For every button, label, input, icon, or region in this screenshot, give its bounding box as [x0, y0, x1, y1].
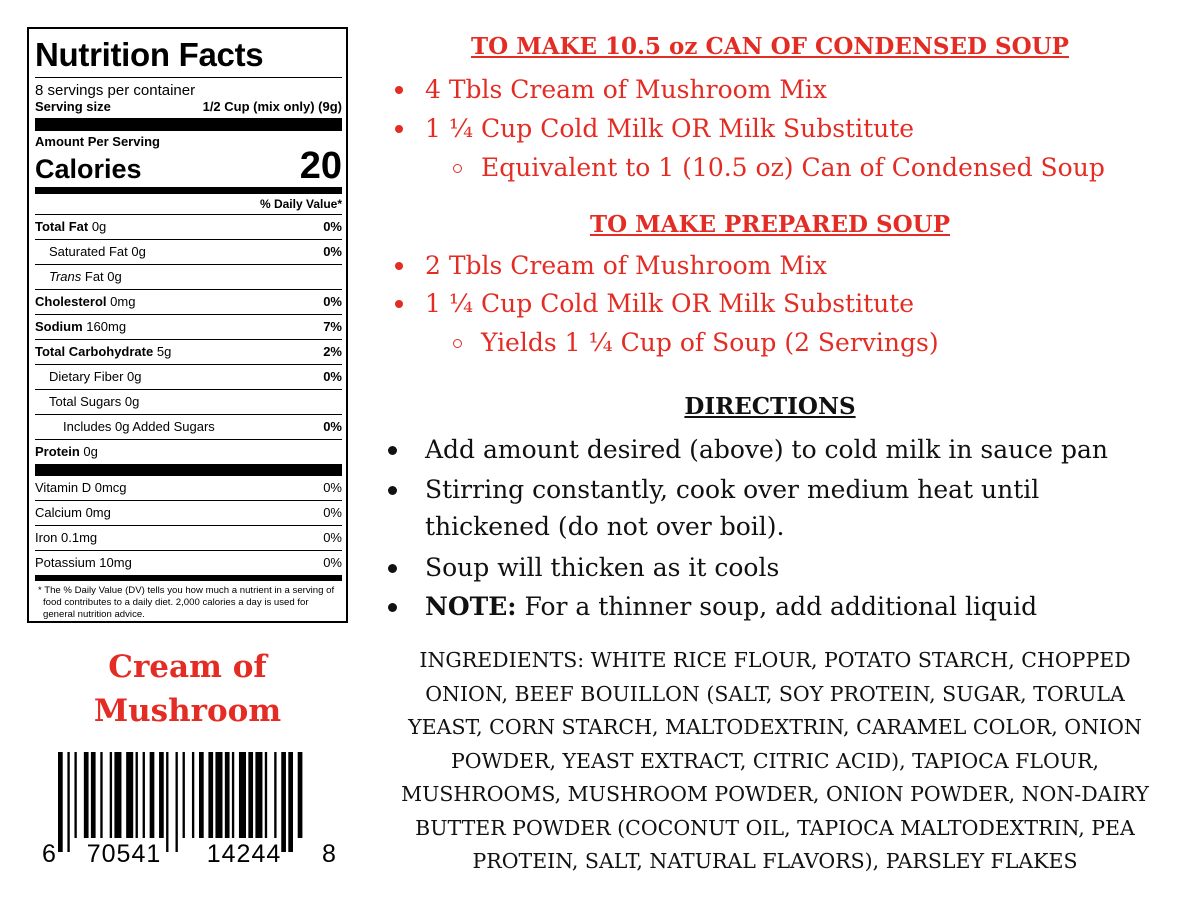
vitamin-dv: 0% — [323, 530, 342, 545]
nutrient-row — [35, 340, 342, 365]
barcode-bar — [208, 752, 213, 838]
vitamin-dv: 0% — [323, 505, 342, 520]
bullet-icon — [388, 486, 397, 495]
directions-heading: DIRECTIONS — [684, 393, 856, 420]
directions-item-2-line2: thickened (do not over boil). — [425, 512, 785, 541]
condensed-item-2: 1 ¼ Cup Cold Milk OR Milk Substitute — [425, 114, 915, 143]
nutrient-amount: 0mg — [110, 294, 136, 309]
nutrient-row — [35, 290, 342, 315]
nutrient-row — [35, 390, 342, 415]
ingredients-line: YEAST, CORN STARCH, MALTODEXTRIN, CARAMEL COLOR, ONION — [408, 715, 1142, 739]
directions-item-4 — [425, 591, 1037, 623]
sub-bullet-icon — [453, 339, 462, 348]
nutrient-amount: 160mg — [86, 319, 127, 334]
nutrient-name: Fat 0g — [84, 269, 122, 284]
nutrient-name: Includes 0g Added Sugars — [63, 419, 215, 434]
vitamin-dv: 0% — [323, 555, 342, 570]
nutrient-row — [35, 415, 342, 440]
nutrient-row — [35, 265, 342, 290]
nutrition-facts-panel — [27, 27, 348, 623]
note-text: For a thinner soup, add additional liquid — [516, 592, 1038, 621]
barcode-bar — [166, 752, 168, 852]
calories-row — [35, 145, 342, 187]
barcode-bar — [248, 752, 253, 838]
barcode-bar — [126, 752, 133, 838]
nutrient-dv: 0% — [323, 294, 342, 309]
bullet-icon — [395, 262, 403, 270]
nutrient-name: Dietary Fiber 0g — [49, 369, 142, 384]
vitamin-row — [35, 476, 342, 501]
bullet-icon — [395, 300, 403, 308]
sub-bullet-icon — [453, 164, 462, 173]
serving-size — [35, 99, 342, 114]
ingredients-line: ONION, BEEF BOUILLON (SALT, SOY PROTEIN, SUGAR, TORULA — [425, 681, 1125, 706]
serving-size-value: 1/2 Cup (mix only) (9g) — [202, 99, 342, 114]
nutrient-amount: 5g — [156, 344, 172, 359]
prepared-item-1: 2 Tbls Cream of Mushroom Mix — [425, 251, 828, 280]
barcode-bar — [281, 752, 286, 852]
bullet-icon — [388, 446, 397, 455]
barcode-digit-first: 6 — [42, 840, 56, 867]
nutrient-dv: 0% — [323, 419, 342, 434]
note-label: NOTE: — [425, 592, 517, 621]
barcode-bar — [100, 752, 102, 838]
barcode-bar — [298, 752, 303, 838]
nutrient-row — [35, 240, 342, 265]
nutrient-name: Saturated Fat 0g — [49, 244, 146, 259]
barcode-bar — [232, 752, 234, 838]
nutrient-row — [35, 440, 342, 464]
barcode-bar — [74, 752, 76, 838]
barcode-bar — [84, 752, 89, 838]
ingredients-line: INGREDIENTS: WHITE RICE FLOUR, POTATO STARCH, CHOPPED — [419, 648, 1131, 672]
condensed-sub-item: Equivalent to 1 (10.5 oz) Can of Condensed Soup — [481, 153, 1105, 182]
barcode-bar — [225, 752, 230, 838]
vitamin-row — [35, 501, 342, 526]
nutrient-amount: 0g — [83, 444, 98, 459]
prepared-item-2: 1 ¼ Cup Cold Milk OR Milk Substitute — [425, 289, 915, 318]
barcode-bar — [58, 752, 63, 852]
barcode-bar — [192, 752, 194, 838]
barcode-bar — [274, 752, 276, 838]
vitamin-row — [35, 551, 342, 575]
nutrient-name: Total Carbohydrate — [35, 344, 154, 359]
nutrient-name: Sodium — [35, 319, 83, 334]
divider — [35, 77, 342, 78]
vitamin-name: Potassium 10mg — [35, 555, 132, 570]
barcode-bar — [215, 752, 222, 838]
nutrient-name: Total Fat — [35, 219, 89, 234]
heavy-divider — [35, 464, 342, 476]
barcode-bars — [58, 752, 302, 852]
vitamin-row — [35, 526, 342, 551]
barcode-bar — [265, 752, 267, 838]
medium-divider — [35, 187, 342, 194]
bullet-icon — [388, 603, 397, 612]
barcode-bar — [114, 752, 121, 838]
product-name-line1: Cream of — [108, 649, 267, 685]
ingredients-line: POWDER, YEAST EXTRACT, CITRIC ACID), TAPIOCA FLOUR, — [450, 748, 1100, 773]
ingredients-block — [374, 644, 1176, 879]
condensed-item-1: 4 Tbls Cream of Mushroom Mix — [425, 75, 828, 104]
ingredients-line: BUTTER POWDER (COCONUT OIL, TAPIOCA MALTODEXTRIN, PEA — [415, 815, 1135, 840]
prepared-sub-item: Yields 1 ¼ Cup of Soup (2 Servings) — [481, 328, 939, 357]
barcode — [40, 752, 340, 867]
nutrient-dv: 2% — [323, 344, 342, 359]
nutrient-row — [35, 365, 342, 390]
nutrient-name: Cholesterol — [35, 294, 107, 309]
product-name — [27, 645, 348, 733]
daily-value-header: % Daily Value* — [35, 194, 342, 215]
bullet-icon — [395, 86, 403, 94]
barcode-bar — [143, 752, 145, 838]
barcode-bar — [288, 752, 293, 852]
calories-value: 20 — [299, 145, 342, 187]
calories-label: Calories — [35, 154, 142, 184]
directions-item-3: Soup will thicken as it cools — [425, 553, 780, 582]
directions-item-2-line1: Stirring constantly, cook over medium heat until — [425, 475, 1040, 504]
barcode-bar — [150, 752, 155, 838]
nutrient-dv: 7% — [323, 319, 342, 334]
prepared-heading: TO MAKE PREPARED SOUP — [590, 211, 950, 238]
nutrient-dv: 0% — [323, 244, 342, 259]
ingredients-line: MUSHROOMS, MUSHROOM POWDER, ONION POWDER, NON-DAIRY — [401, 782, 1149, 806]
thick-divider — [35, 118, 342, 131]
vitamin-dv: 0% — [323, 480, 342, 495]
bullet-icon — [388, 564, 397, 573]
nutrient-amount: 0g — [91, 219, 107, 234]
nutrient-name-italic: Trans — [49, 269, 82, 284]
directions-item-1: Add amount desired (above) to cold milk in sauce pan — [425, 435, 1108, 464]
bullet-icon — [395, 125, 403, 133]
condensed-heading: TO MAKE 10.5 oz CAN OF CONDENSED SOUP — [471, 33, 1069, 60]
product-name-line2: Mushroom — [93, 693, 282, 729]
barcode-bar — [67, 752, 69, 852]
barcode-bar — [110, 752, 112, 838]
nutrient-row — [35, 315, 342, 340]
barcode-group-left: 70541 — [86, 840, 162, 867]
barcode-bar — [176, 752, 178, 852]
amount-per-serving: Amount Per Serving — [35, 134, 160, 149]
vitamin-name: Calcium 0mg — [35, 505, 111, 520]
nutrition-title: Nutrition Facts — [35, 36, 264, 73]
servings-per-container: 8 servings per container — [35, 82, 196, 99]
barcode-bar — [199, 752, 204, 838]
barcode-group-right: 14244 — [206, 840, 282, 867]
vitamin-name: Iron 0.1mg — [35, 530, 98, 545]
nutrient-dv: 0% — [323, 369, 342, 384]
barcode-bar — [255, 752, 262, 838]
vitamin-name: Vitamin D 0mcg — [35, 480, 127, 495]
nutrient-name: Protein — [35, 444, 80, 459]
barcode-bar — [239, 752, 246, 838]
barcode-bar — [183, 752, 185, 838]
serving-size-label: Serving size — [35, 99, 111, 114]
nutrient-name: Total Sugars 0g — [49, 394, 140, 409]
barcode-bar — [159, 752, 164, 838]
nutrient-dv: 0% — [323, 219, 342, 234]
barcode-bar — [91, 752, 96, 838]
ingredients-line: PROTEIN, SALT, NATURAL FLAVORS), PARSLEY FLAKES — [472, 849, 1078, 873]
daily-value-footnote: * The % Daily Value (DV) tells you how much a nutrient in a serving of food contributes to a daily diet. 2,000 calories a day is used for general nutrition advice. — [35, 575, 342, 621]
barcode-bar — [136, 752, 138, 838]
nutrient-row — [35, 215, 342, 240]
barcode-digit-last: 8 — [322, 840, 336, 867]
